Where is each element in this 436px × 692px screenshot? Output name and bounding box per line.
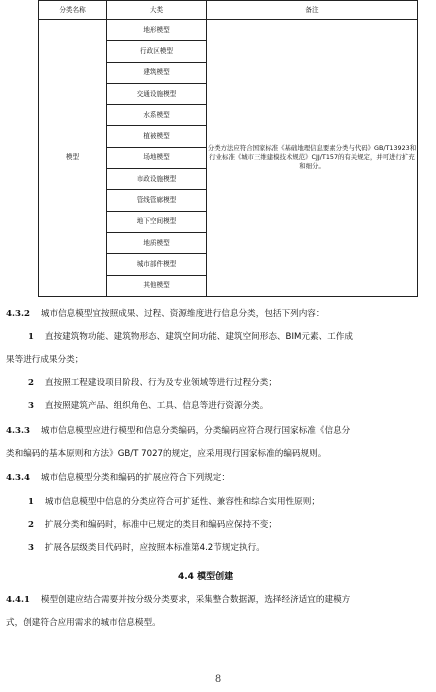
item-number: 1	[28, 332, 34, 342]
header-category-name: 分类名称	[39, 1, 107, 20]
list-item	[28, 377, 277, 389]
table-header-row	[39, 1, 418, 20]
clause-4-3-4	[6, 472, 230, 484]
class-cell: 交通设施模型	[107, 83, 207, 104]
clause-number: 4.3.2	[6, 309, 30, 319]
clause-continuation: 类和编码的基本原则和方法》GB/T 7027的规定，应采用现行国家标准的编码规则。	[6, 449, 327, 459]
item-text: 直按建筑物功能、建筑物形态、建筑空间功能、建筑空间形态、BIM元素、工作成	[44, 332, 353, 342]
class-cell: 建筑模型	[107, 62, 207, 83]
clause-4-3-3	[6, 425, 350, 437]
item-text: 直按照建筑产品、组织角色、工具、信息等进行资源分类。	[44, 401, 269, 411]
clause-continuation: 式，创建符合应用需求的城市信息模型。	[6, 618, 161, 628]
clause-text: 模型创建应结合需要并按分级分类要求，采集整合数据源，选择经济适宜的建模方	[40, 595, 351, 605]
item-number: 3	[28, 543, 34, 553]
list-item-continuation: 果等进行成果分类；	[6, 355, 84, 365]
category-cell: 模型	[39, 20, 107, 297]
item-number: 2	[28, 378, 34, 388]
item-number: 2	[28, 520, 34, 530]
clause-4-3-2	[6, 308, 324, 320]
class-cell: 市政设施模型	[107, 169, 207, 190]
item-text: 城市信息模型中信息的分类应符合可扩延性、兼容性和综合实用性原则；	[44, 497, 320, 507]
list-item	[28, 542, 265, 554]
class-cell: 其他模型	[107, 275, 207, 296]
class-cell: 植被模型	[107, 126, 207, 147]
list-item	[28, 496, 320, 508]
class-cell: 地质模型	[107, 232, 207, 253]
page-number: 8	[214, 674, 222, 685]
item-text: 扩展各层级类目代码时，应按照本标准第4.2节规定执行。	[44, 543, 265, 553]
class-cell: 地下空间模型	[107, 211, 207, 232]
class-cell: 行政区模型	[107, 41, 207, 62]
item-text: 扩展分类和编码时，标准中已规定的类目和编码应保持不变；	[44, 520, 277, 530]
list-item	[28, 400, 268, 412]
class-cell: 地形模型	[107, 20, 207, 41]
table-row	[39, 20, 418, 41]
item-text: 直按照工程建设项目阶段、行为及专业领域等进行过程分类；	[44, 378, 277, 388]
clause-number: 4.3.3	[6, 426, 30, 436]
class-cell: 城市部件模型	[107, 254, 207, 275]
clause-number: 4.3.4	[6, 473, 30, 483]
clause-text: 城市信息模型应进行模型和信息分类编码，分类编码应符合现行国家标准《信息分	[40, 426, 351, 436]
class-cell: 管线管廊模型	[107, 190, 207, 211]
header-major-class: 大类	[107, 1, 207, 20]
class-cell: 场地模型	[107, 147, 207, 168]
clause-text: 城市信息模型宜按照成果、过程、资源维度进行信息分类，包括下列内容：	[40, 309, 325, 319]
remarks-cell: 分类方法应符合国家标准《基础地理信息要素分类与代码》GB/T13923和行业标准《城市三维建模技术规范》CJJ/T157的有关规定，并可进行扩充和细分。	[207, 20, 418, 297]
header-remarks: 备注	[207, 1, 418, 20]
section-heading: 4.4 模型创建	[178, 572, 234, 582]
clause-number: 4.4.1	[6, 595, 30, 605]
class-cell: 水系模型	[107, 105, 207, 126]
item-number: 1	[28, 497, 34, 507]
clause-text: 城市信息模型分类和编码的扩展应符合下列规定：	[40, 473, 230, 483]
list-item	[28, 331, 353, 343]
list-item	[28, 519, 277, 531]
clause-4-4-1	[6, 594, 350, 606]
classification-table	[38, 0, 418, 297]
item-number: 3	[28, 401, 34, 411]
